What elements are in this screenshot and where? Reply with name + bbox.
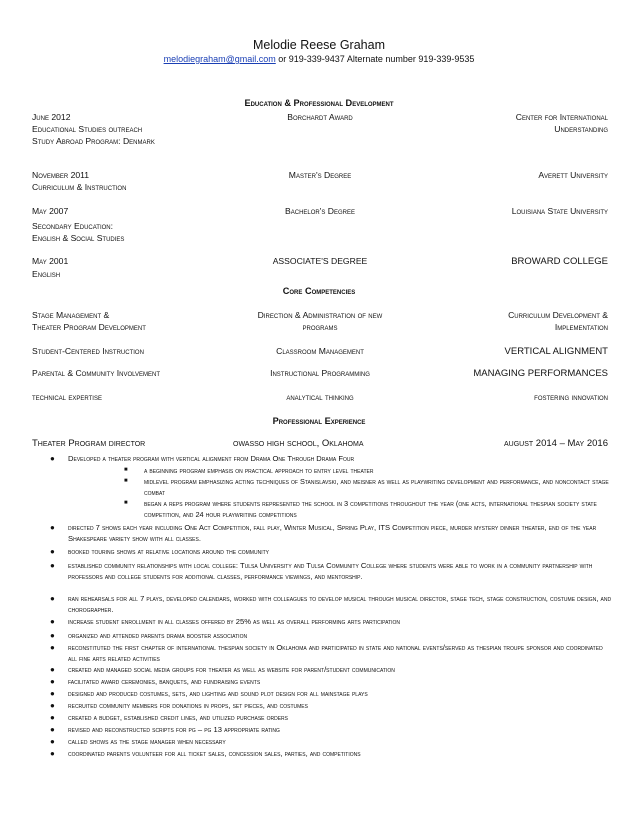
bullet-icon: ●: [50, 547, 55, 556]
bullet-icon: ●: [50, 713, 55, 722]
bullet-icon: ●: [50, 737, 55, 746]
competencies-heading: Core Competencies: [282, 286, 356, 296]
education-date: November 2011: [32, 170, 90, 180]
email-link[interactable]: melodiegraham@gmail.com: [163, 54, 276, 64]
education-detail: Secondary Education:: [32, 221, 114, 231]
square-bullet-icon: ■: [124, 467, 128, 473]
competency-item: Stage Management &: [32, 310, 110, 320]
phone-text: or 919-339-9437 Alternate number 919-339-9535: [275, 54, 475, 64]
education-detail: English & Social Studies: [32, 233, 125, 243]
education-date: June 2012: [32, 112, 71, 122]
bullet-icon: ●: [50, 631, 55, 640]
bullet-icon: ●: [50, 561, 55, 570]
education-degree: Borchardt Award: [287, 112, 353, 122]
bullet-icon: ●: [50, 454, 55, 463]
square-bullet-icon: ■: [124, 478, 128, 484]
competency-item: Theater Program Development: [32, 322, 146, 332]
education-institution: BROWARD COLLEGE: [511, 256, 608, 267]
bullet-icon: ●: [50, 643, 55, 652]
education-institution: Louisiana State University: [511, 206, 608, 216]
education-detail: Study Abroad Program: Denmark: [32, 136, 155, 146]
job-dates: august 2014 – May 2016: [503, 438, 608, 449]
square-bullet-icon: ■: [124, 500, 128, 506]
competency-item: fostering innovation: [534, 392, 608, 402]
bullet-icon: ●: [50, 523, 55, 532]
education-institution: Center for International: [515, 112, 608, 122]
contact-line: [0, 54, 638, 64]
competency-item: Curriculum Development &: [508, 310, 608, 320]
education-institution: Understanding: [554, 124, 608, 134]
candidate-name: Melodie Reese Graham: [252, 38, 385, 52]
job-title: Theater Program director: [32, 438, 146, 449]
education-detail: Curriculum & Instruction: [32, 182, 127, 192]
competency-item: VERTICAL ALIGNMENT: [504, 346, 608, 357]
bullet-icon: ●: [50, 689, 55, 698]
education-date: May 2007: [32, 206, 69, 216]
bullet-icon: ●: [50, 725, 55, 734]
competency-item: Direction & Administration of new: [257, 310, 383, 320]
job-organization: owasso high school, Oklahoma: [233, 438, 364, 449]
bullet-icon: ●: [50, 594, 55, 603]
bullet-icon: ●: [50, 677, 55, 686]
competency-item: Classroom Management: [276, 346, 364, 356]
competency-item: Instructional Programming: [270, 368, 370, 378]
competency-item: Implementation: [554, 322, 608, 332]
education-institution: Averett University: [538, 170, 608, 180]
competency-item: technical expertise: [32, 392, 102, 402]
education-degree: ASSOCIATE'S DEGREE: [272, 256, 368, 266]
resume-page: Melodie Reese Graham melodiegraham@gmail.com or 919-339-9437 Alternate number 919-339-9535 Education & Professional Development June 2012 Educational Studies outreach Study Abroad Program: Denmark Borchardt Award Center for International Understanding November 2011 Curriculum & Instruction Master's Degree Averett University May 2007 Secondary Education: English & Social Studies Bachelor's Degree Louisiana State University May 2001 English ASSOCIATE'S DEGREE BROWARD COLLEGE Core Competencies Stage Management & Theater Program Development Direction & Administration of new programs Curriculum Development & Implementation Student-Centered Instruction Classroom Management VERTICAL ALIGNMENT Parental & Community Involvement Instructional Programming MANAGING PERFORMANCES technical expertise analytical thinking fostering innovation Professional Experience Theater Program director owasso high school, Oklahoma august 2014 – May 2016 ● Developed a theater program with vertical alignment from Drama One Through Drama Four ■ a beginning program emphasis on practical approach to entry level theater ■ midlevel program emphasizing acting techniques of Stanislavski, and meisner as well as playwriting development and performance, and noncontact stage combat ■ began a reps program where students represented the school in 3 competitions throughout the year (one acts, international thespian society state competition, and 24 hour playwriting competitions ● directed 7 shows each year including One Act Competition, fall play, Winter Musical, Spring Play, ITS Competition piece, murder mystery dinner theater, end of the year Shakespeare variety show with all classes. ● booked touring shows at relative locations around the community ● established community relationships with local college: Tulsa University and Tulsa Community College where students were able to work in a community partnership with professors and college students for additional classes, performance viewings, and mentorship. ● ran rehearsals for all 7 plays, developed calendars, worked with colleagues to develop musical through musical director, stage tech, stage construction, costume design, and chorographer. ● increase student enrollment in all classes offered by 25% as well as overall performing arts participation ● organized and attended parents drama booster association ● reconstituted the first chapter of international thespian society in Oklahoma and participated in state and national events/served as thespian troupe sponsor and coordinated all fine arts related activities ● created and managed social media groups for theater as well as website for parent/student communication ● facilitated award ceremonies, banquets, and fundraising events ● designed and produced costumes, sets, and lighting and sound plot design for all mainstage plays ● recruited community members for donations in props, set pieces, and costumes ● created a budget, established credit lines, and utilized purchase orders ● revised and reconstructed scripts for pg – pg 13 appropriate rating ● called shows as the stage manager when necessary ● coordinated parents volunteer for all ticket sales, concession sales, parties, and competitions: [0, 0, 638, 826]
education-degree: Master's Degree: [288, 170, 352, 180]
competency-item: programs: [302, 322, 338, 332]
education-degree: Bachelor's Degree: [285, 206, 355, 216]
competency-item: Parental & Community Involvement: [32, 368, 161, 378]
education-heading: Education & Professional Development: [244, 98, 394, 108]
bullet-icon: ●: [50, 749, 55, 758]
experience-heading: Professional Experience: [272, 416, 366, 426]
competency-item: analytical thinking: [286, 392, 354, 402]
education-detail: English: [32, 269, 61, 279]
bullet-icon: ●: [50, 665, 55, 674]
education-detail: Educational Studies outreach: [32, 124, 143, 134]
education-date: May 2001: [32, 256, 69, 266]
bullet-icon: ●: [50, 701, 55, 710]
competency-item: Student-Centered Instruction: [32, 346, 144, 356]
bullet-icon: ●: [50, 617, 55, 626]
competency-item: MANAGING PERFORMANCES: [473, 368, 608, 379]
